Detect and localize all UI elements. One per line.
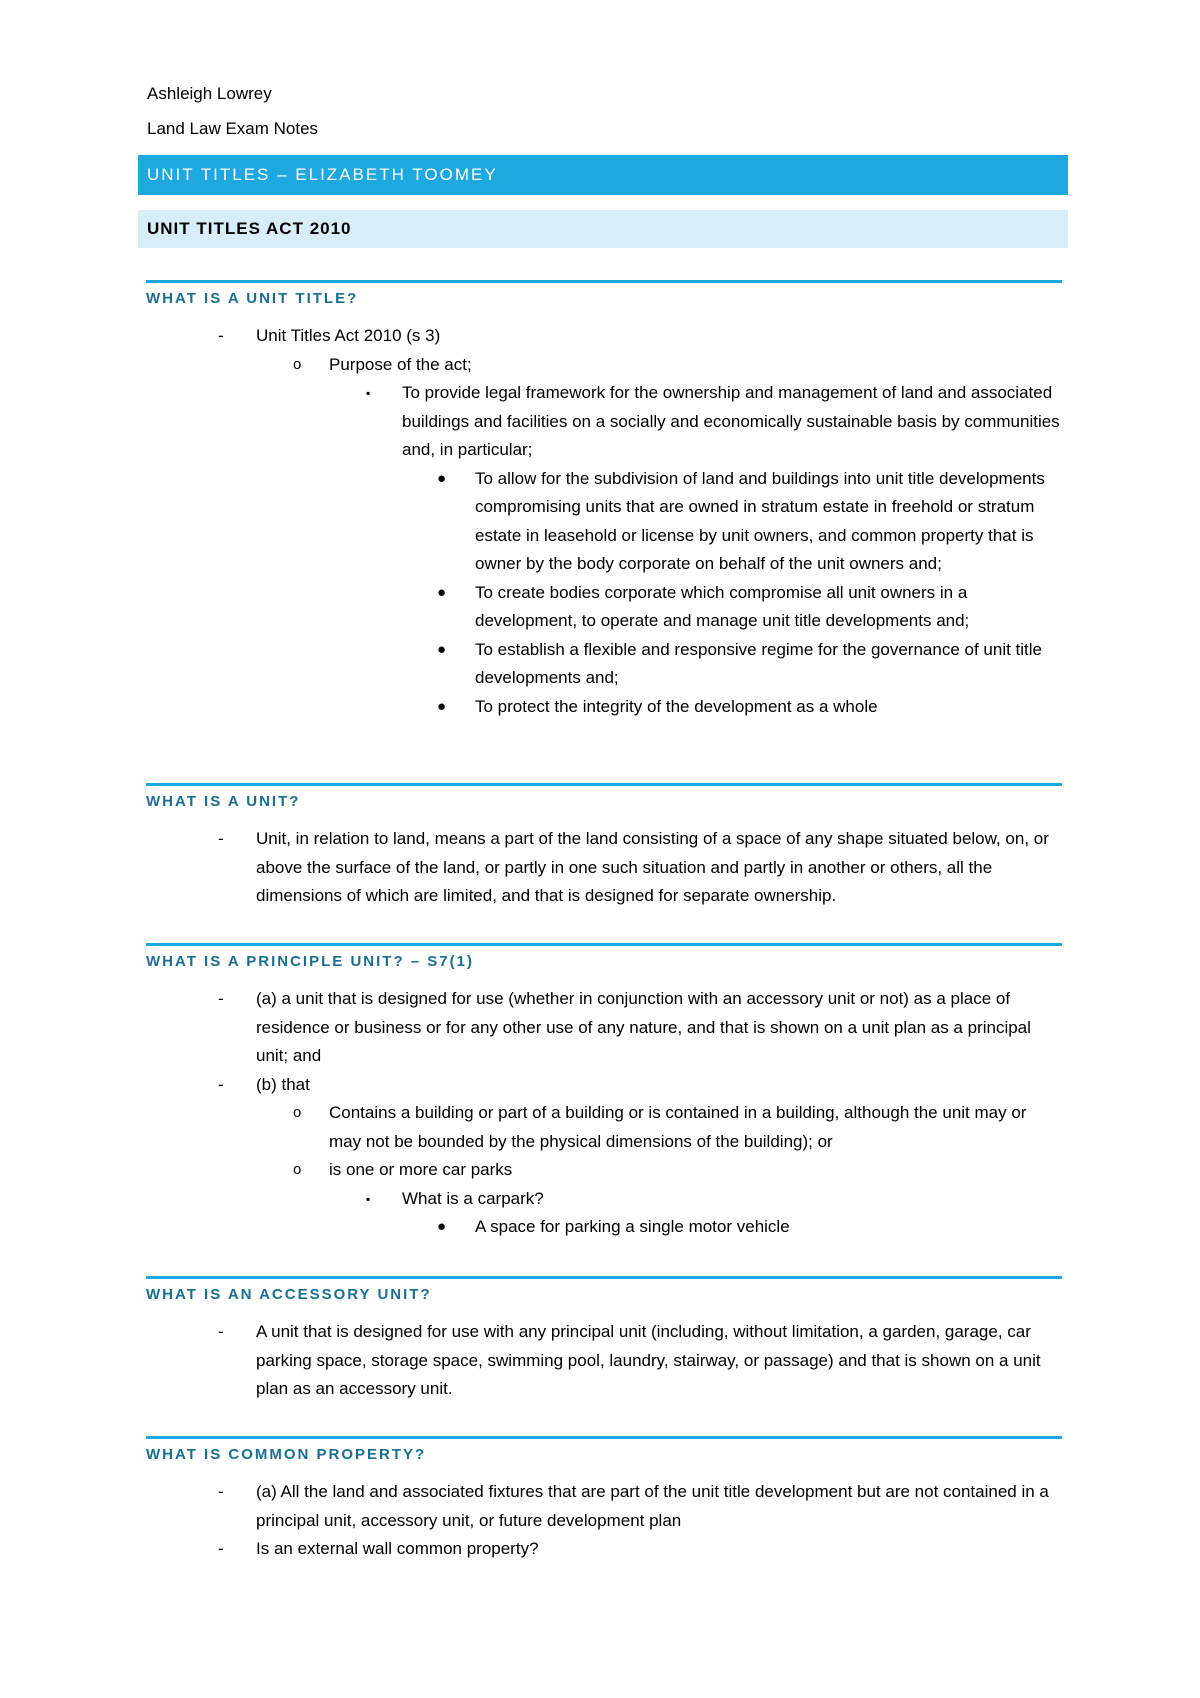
section-divider: [146, 280, 1062, 283]
list-item: - Unit Titles Act 2010 (s 3): [256, 322, 1062, 351]
list-item: - A unit that is designed for use with any principal unit (including, without limitation, a garden, garage, car parking space, storage space, swimming pool, laundry, stairway, or passage) and that is shown on a unit plan as an accessory unit.: [256, 1318, 1062, 1404]
dash-bullet: -: [218, 829, 224, 848]
section-heading: WHAT IS AN ACCESSORY UNIT?: [146, 1286, 432, 1303]
list-item: - (b) that: [256, 1071, 1062, 1100]
section-heading: WHAT IS A UNIT?: [146, 793, 301, 810]
list-item: ● To establish a flexible and responsive regime for the governance of unit title developments and;: [475, 636, 1062, 693]
list-item: ▪ To provide legal framework for the ownership and management of land and associated buildings and facilities on a socially and economically sustainable basis by communities and, in particular;: [402, 379, 1062, 465]
circle-bullet: o: [293, 1161, 302, 1178]
square-bullet: ▪: [366, 1191, 371, 1206]
section-heading: WHAT IS COMMON PROPERTY?: [146, 1446, 427, 1463]
dash-bullet: -: [218, 1074, 224, 1094]
list-item: o Contains a building or part of a building or is contained in a building, although the unit may or may not be bounded by the physical dimensions of the building); or: [329, 1099, 1062, 1156]
dash-bullet: -: [218, 1539, 224, 1558]
section-divider: [146, 783, 1062, 786]
section-heading: WHAT IS A UNIT TITLE?: [146, 290, 359, 307]
dash-bullet: -: [218, 1322, 224, 1341]
section-divider: [146, 1436, 1062, 1439]
dot-bullet: ●: [437, 697, 447, 715]
dot-bullet: ●: [437, 640, 447, 658]
list-item: - (a) a unit that is designed for use (whether in conjunction with an accessory unit or not) as a place of residence or business or for any other use of any nature, and that is shown on a unit plan as a principal unit; and: [256, 985, 1062, 1071]
dot-bullet: ●: [437, 469, 447, 487]
list-item: - Unit, in relation to land, means a part of the land consisting of a space of any shape situated below, on, or above the surface of the land, or partly in one such situation and partly in another or others, all the dimensions of which are limited, and that is designed for separate ownership.: [256, 825, 1062, 911]
list-item: ● A space for parking a single motor vehicle: [475, 1213, 1062, 1242]
list-item: ● To protect the integrity of the development as a whole: [475, 693, 1062, 722]
square-bullet: ▪: [366, 386, 371, 400]
heading-2-bar: UNIT TITLES ACT 2010: [138, 210, 1068, 248]
section-divider: [146, 943, 1062, 946]
document-subject: Land Law Exam Notes: [147, 119, 319, 138]
dash-bullet: -: [218, 326, 224, 345]
list-item: - (a) All the land and associated fixtures that are part of the unit title development but are not contained in a principal unit, accessory unit, or future development plan: [256, 1478, 1062, 1535]
section-principle-unit: [138, 943, 1062, 1242]
section-unit: [138, 783, 1062, 911]
section-heading: WHAT IS A PRINCIPLE UNIT? – S7(1): [146, 953, 474, 970]
section-divider: [146, 1276, 1062, 1279]
heading-1-bar: UNIT TITLES – ELIZABETH TOOMEY: [138, 155, 1068, 195]
list-item: ▪ What is a carpark?: [402, 1185, 1062, 1214]
list-item: ● To create bodies corporate which compromise all unit owners in a development, to operate and manage unit title developments and;: [475, 579, 1062, 636]
list-item: ● To allow for the subdivision of land and buildings into unit title developments compromising units that are owned in stratum estate in freehold or stratum estate in leasehold or license by unit owners, and common property that is owner by the body corporate on behalf of the unit owners and;: [475, 465, 1062, 579]
list-item: - Is an external wall common property?: [256, 1535, 1062, 1564]
section-unit-title: [138, 280, 1062, 721]
circle-bullet: o: [293, 355, 302, 373]
circle-bullet: o: [293, 1104, 302, 1121]
author-name: Ashleigh Lowrey: [147, 84, 272, 103]
list-item: o Purpose of the act;: [329, 351, 1062, 380]
section-accessory-unit: [138, 1276, 1062, 1404]
list-item: o is one or more car parks: [329, 1156, 1062, 1185]
dash-bullet: -: [218, 1482, 224, 1501]
dash-bullet: -: [218, 989, 224, 1008]
section-common-property: [138, 1436, 1062, 1564]
dot-bullet: ●: [437, 1218, 447, 1235]
dot-bullet: ●: [437, 583, 447, 601]
